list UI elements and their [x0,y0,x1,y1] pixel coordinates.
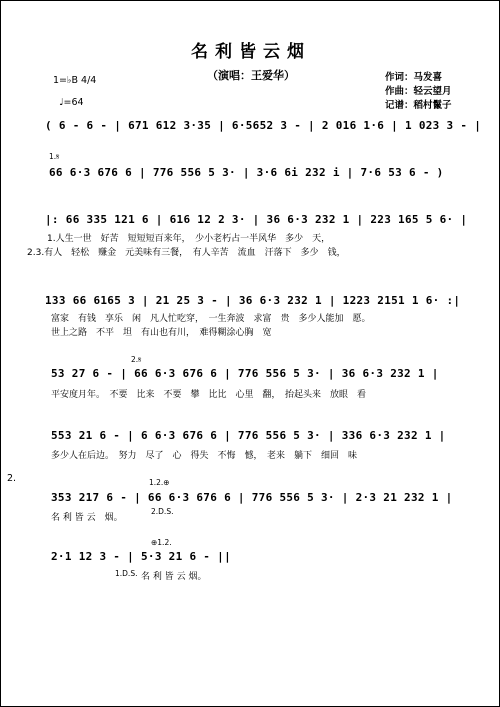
lyrics-line-4a: 富家 有钱 享乐 闲 凡人忙吃穿， 一生奔波 求富 贵 多少人能加 愿。 [51,314,371,324]
lyrics-line-7: 名 利 皆 云 烟。 [51,513,123,523]
notation-line-4: 133 66 6165 3 | 21 25 3 - | 36 6·3 232 1 | 1223 2151 1 6· :| [45,294,461,307]
notation-line-7: 353 217 6 - | 66 6·3 676 6 | 776 556 5 3· | 2·3 21 232 1 | [51,491,453,504]
ds-mark-2: 2.D.S. [151,507,174,516]
lyrics-line-3b: 2.3.有人 轻松 赚金 元美味有三餐， 有人辛苦 流血 汗落下 多少 钱， [27,248,346,258]
lyrics-line-8: 名 利 皆 云 烟。 [141,572,207,582]
notation-line-3: |: 66 335 121 6 | 616 12 2 3· | 36 6·3 232 1 | 223 165 5 6· | [45,213,468,226]
key-signature: 1=♭B 4/4 [53,75,97,86]
notation-line-6: 553 21 6 - | 6 6·3 676 6 | 776 556 5 3· | 336 6·3 232 1 | [51,429,446,442]
lyricist-credit: 作词：马发喜 [385,72,443,83]
performer-subtitle: （演唱：王爱华） [207,69,295,82]
ds-mark-1: 1.D.S. [115,569,138,578]
notation-line-8: 2·1 12 3 - | 5·3 21 6 - || [51,550,231,563]
transcriber-credit: 记谱：稻村鬣子 [385,100,452,111]
lyrics-line-3a: 1.人生一世 好苦 短短短百来年， 少小老朽占一半风华 多少 天， [47,234,331,244]
lyrics-line-4b: 世上之路 不平 坦 有山也有川， 难得糊涂心胸 宽 [51,328,272,338]
notation-line-5: 53 27 6 - | 66 6·3 676 6 | 776 556 5 3· | 36 6·3 232 1 | [51,367,439,380]
coda-marker-2: ⊕1.2. [151,538,172,547]
segno-marker-1: 1.𝄋 [49,152,60,161]
notation-line-2: 66 6·3 676 6 | 776 556 5 3· | 3·6 6i 232 i | 7·6 53 6 - ) [49,166,444,179]
song-title: 名利皆云烟 [191,42,311,62]
composer-credit: 作曲：轻云望月 [385,86,452,97]
coda-marker-1: 1.2.⊕ [149,478,170,487]
segno-marker-2: 2.𝄋 [131,355,142,364]
lyrics-line-5: 平安度月年。 不要 比来 不要 攀 比比 心里 翻， 抬起头来 放眼 看 [51,390,367,400]
tempo-mark: ♩=64 [59,97,84,108]
side-number: 2. [7,473,17,484]
notation-line-1: ( 6 - 6 - | 671 612 3·35 | 6·5652 3 - | 2 016 1·6 | 1 023 3 - | [45,119,482,132]
lyrics-line-6: 多少人在后边。 努力 尽了 心 得失 不悔 憾， 老来 躺下 细回 味 [51,451,358,461]
